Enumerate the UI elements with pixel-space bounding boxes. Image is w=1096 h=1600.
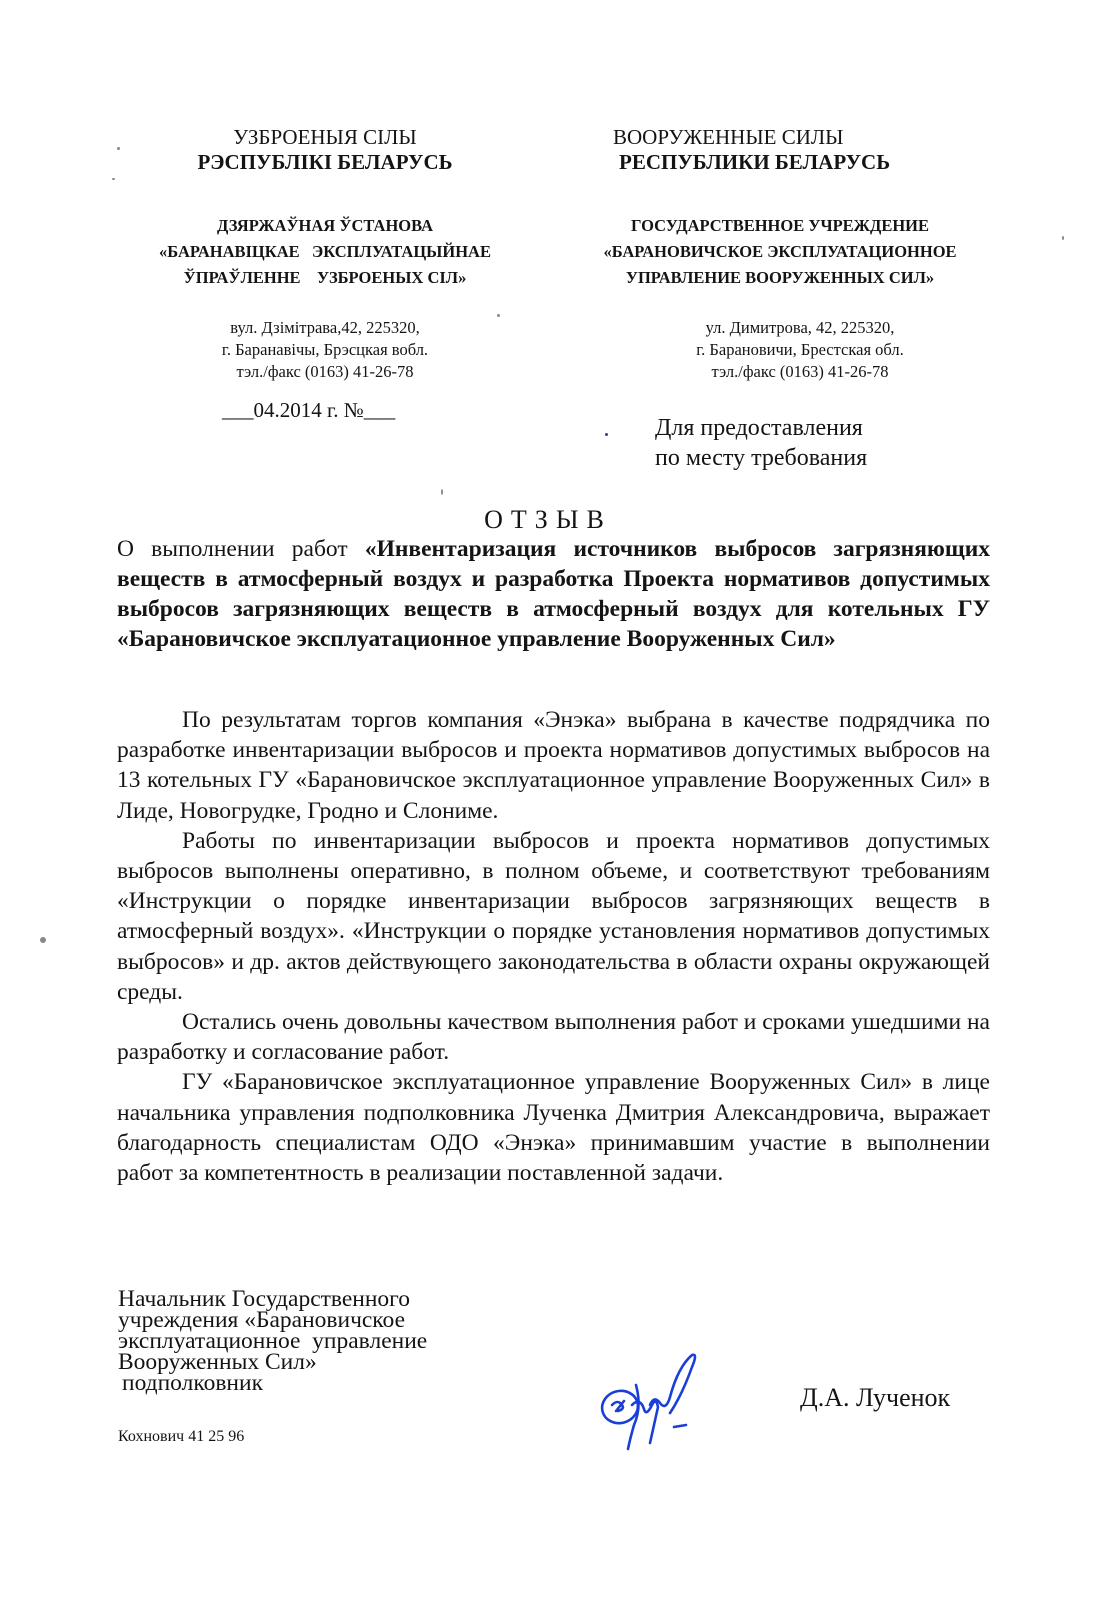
header-right-line2: РЕСПУБЛИКИ БЕЛАРУСЬ	[619, 150, 891, 174]
scan-speck	[1062, 236, 1064, 240]
recipient-line1: Для предоставления	[655, 415, 863, 441]
header-left-address	[110, 317, 540, 383]
header-left-org-line3: ЎПРАЎЛЕННЕ УЗБРОЕНЫХ СІЛ»	[183, 268, 467, 287]
recipient	[655, 413, 867, 473]
paragraph-3: Остались очень довольны качеством выполнения работ и сроками ушедшими на разработку и согласование работ.	[117, 1009, 990, 1066]
header-right-addr-line1: ул. Димитрова, 42, 225320,	[705, 318, 895, 337]
signatory-line4: Вооруженных Сил»	[118, 1349, 317, 1375]
header-right-address	[565, 317, 995, 383]
header-right-addr-line2: г. Барановичи, Брестская обл.	[696, 340, 904, 359]
header-left-line2: РЭСПУБЛІКІ БЕЛАРУСЬ	[197, 150, 453, 174]
signatory-line5: подполковник	[122, 1370, 263, 1396]
document-title: ОТЗЫВ	[484, 505, 612, 534]
signatory-name: Д.А. Лученок	[800, 1383, 951, 1412]
header-left	[110, 125, 540, 383]
signatory-block	[118, 1286, 428, 1396]
paragraph-4: ГУ «Барановичское эксплуатационное управление Вооруженных Сил» в лице начальника управления подполковника Лученка Дмитрия Александровича, выражает благодарность специалистам ОДО «Энэка» принимавшим участие в выполнении работ за компетентность в реализации поставленной задачи.	[117, 1069, 990, 1187]
subject-lead: О выполнении работ	[117, 536, 365, 562]
handwritten-signature	[590, 1345, 710, 1465]
signatory-line2: учреждения «Барановичское	[118, 1307, 406, 1333]
header-right-org-line1: ГОСУДАРСТВЕННОЕ УЧРЕЖДЕНИЕ	[630, 216, 930, 235]
subject-bold: «Инвентаризация источников выбросов загрязняющих веществ в атмосферный воздух и разработка Проекта нормативов допустимых выбросов загрязняющих веществ в атмосферный воздух для котельных ГУ «Барановичское эксплуатационное управление Вооруженных Сил»	[117, 536, 990, 652]
header-left-org	[110, 213, 540, 291]
header-right-org	[565, 213, 995, 291]
header-right	[565, 125, 995, 383]
scan-speck	[40, 937, 46, 943]
header-left-line1: УЗБРОЕНЫЯ СІЛЫ	[233, 125, 417, 149]
paragraph-1: По результатам торгов компания «Энэка» выбрана в качестве подрядчика по разработке инвентаризации выбросов и проекта нормативов допустимых выбросов на 13 котельных ГУ «Барановичское эксплуатационное управление Вооруженных Сил» в Лиде, Новогрудке, Гродно и Слониме.	[117, 707, 990, 824]
recipient-line2: по месту требования	[655, 445, 868, 471]
header-right-org-line2: «БАРАНОВИЧСКОЕ ЭКСПЛУАТАЦИОННОЕ	[603, 242, 957, 261]
body-text	[117, 705, 990, 1188]
scan-speck	[605, 433, 608, 436]
header-left-addr-line3: тэл./факс (0163) 41-26-78	[236, 362, 414, 381]
scan-speck	[117, 147, 120, 150]
header-left-org-line2: «БАРАНАВІЦКАЕ ЭКСПЛУАТАЦЫЙНАЕ	[159, 242, 491, 261]
signatory-line1: Начальник Государственного	[118, 1286, 410, 1312]
scan-speck	[441, 489, 443, 495]
subject	[117, 534, 990, 654]
header-right-line1: ВООРУЖЕННЫЕ СИЛЫ	[613, 125, 844, 149]
executor-contact: Кохнович 41 25 96	[118, 1428, 245, 1445]
header-right-org-line3: УПРАВЛЕНИЕ ВООРУЖЕННЫХ СИЛ»	[625, 268, 935, 287]
scan-speck	[497, 314, 500, 317]
date-number-field: ___04.2014 г. №___	[222, 398, 396, 422]
signatory-line3: эксплуатационное управление	[118, 1328, 428, 1354]
paragraph-2: Работы по инвентаризации выбросов и проекта нормативов допустимых выбросов выполнены оперативно, в полном объеме, и соответствуют требованиям «Инструкции о порядке инвентаризации выбросов загрязняющих веществ в атмосферный воздух». «Инструкции о порядке установления нормативов допустимых выбросов» и др. актов действующего законодательства в области охраны окружающей среды.	[117, 827, 990, 1005]
scan-speck	[112, 178, 115, 180]
header-right-addr-line3: тэл./факс (0163) 41-26-78	[711, 362, 889, 381]
header-left-org-line1: ДЗЯРЖАЎНАЯ ЎСТАНОВА	[216, 216, 434, 235]
header-left-addr-line1: вул. Дзімітрава,42, 225320,	[230, 318, 420, 337]
header-left-addr-line2: г. Баранавічы, Брэсцкая вобл.	[221, 340, 429, 359]
